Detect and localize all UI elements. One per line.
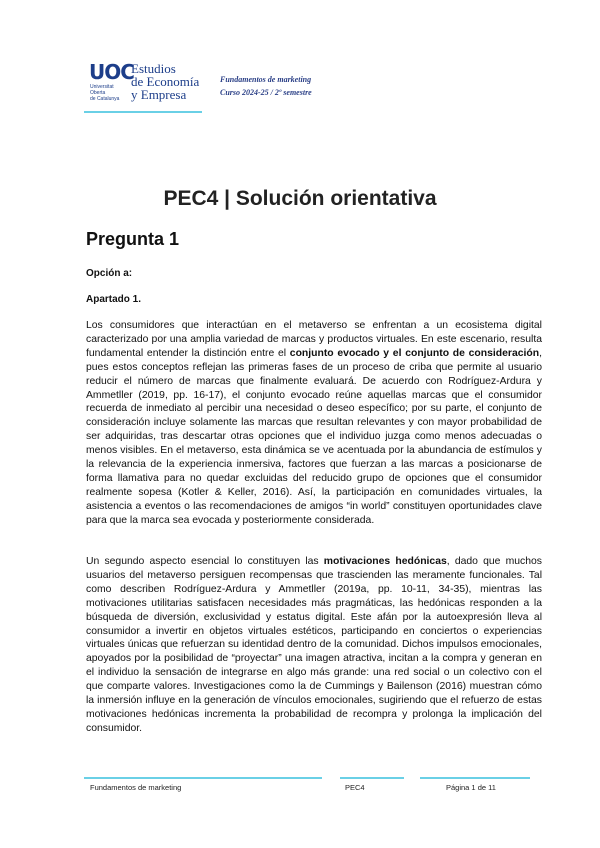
course-term: Curso 2024-25 / 2º semestre [220, 88, 312, 97]
footer-divider [84, 777, 322, 779]
paragraph-1: Los consumidores que interactúan en el metaverso se enfrentan a un ecosistema digital caracterizado por una amplia variedad de marcas y productos virtuales. En este escenario, resulta fundamental entender la distinción entre el conjunto evocado y el conjunto de consideración, pues estos conceptos reflejan las primeras fases de un proceso de criba que permite al usuario reducir el número de marcas que finalmente evaluará. De acuerdo con Rodríguez-Ardura y Ammetller (2019, pp. 16-17), el conjunto evocado reúne aquellas marcas que el consumidor recuerda de inmediato al percibir una necesidad o deseo específico; por su parte, el conjunto de consideración incluye solamente las marcas que resultan relevantes y con mayor probabilidad de ser adquiridas, tras descartar otras opciones que el individuo juzga como menos adecuadas o menos visibles. En el metaverso, esta dinámica se ve acentuada por la abundancia de estímulos y la relevancia de la experiencia inmersiva, factores que fuerzan a las marcas a posicionarse de forma llamativa para no quedar excluidas del reducido grupo de opciones que el consumidor realmente sopesa (Kotler & Keller, 2016). Así, la participación en comunidades virtuales, la asistencia a eventos o las recomendaciones de amigos “in world” constituyen oportunidades clave para que la marca sea evocada y posteriormente considerada. [86, 320, 542, 526]
bold-term: motivaciones hedónicas [323, 556, 447, 567]
footer-course: Fundamentos de marketing [90, 783, 182, 792]
document-title: PEC4 | Solución orientativa [163, 187, 437, 210]
paragraph-2: Un segundo aspecto esencial lo constituyen las motivaciones hedónicas, dado que muchos usuarios del metaverso persiguen recompensas que trascienden las meramente funcionales. Tal como describen Rodríguez-Ardura y Ammetller (2019a, pp. 10-11, 34-35), mientras las motivaciones utilitarias satisfacen necesidades más pragmáticas, las hedónicas responden a la búsqueda de diversión, exclusividad y estatus digital. Este afán por la autoexpresión lleva al consumidor a invertir en objetos virtuales estéticos, participando en conciertos o experiencias virtuales únicas que refuerzan su identidad dentro de la comunidad. Dichos impulsos emocionales, apoyados por la posibilidad de “proyectar” una imagen atractiva, incitan a la compra y generan en el individuo la sensación de integrarse en algo más grande: una red social o un colectivo con el que comparte valores. Investigaciones como la de Cummings y Bailenson (2016) muestran cómo la inmersión influye en la generación de vínculos emocionales, sugiriendo que el refuerzo de estas motivaciones hedónicas incrementa la probabilidad de recompra y prolonga la implicación del consumidor. [86, 556, 542, 734]
section-label: Apartado 1. [86, 294, 142, 305]
footer-divider [420, 777, 530, 779]
logo-uoc-mark: UOC [89, 60, 134, 84]
course-info [220, 73, 312, 99]
footer-page-number: Página 1 de 11 [446, 783, 496, 792]
course-name: Fundamentos de marketing [220, 75, 312, 84]
logo-university-name: Universitat Oberta de Catalunya [90, 84, 120, 102]
option-label: Opción a: [86, 268, 133, 279]
logo-studies-name: Estudios de Economía y Empresa [131, 61, 200, 102]
bold-term: conjunto evocado y el conjunto de consideración [289, 347, 540, 359]
footer-divider [340, 777, 404, 779]
header-divider [84, 111, 202, 113]
question-heading: Pregunta 1 [86, 229, 180, 249]
uoc-logo [89, 60, 209, 106]
footer-doc: PEC4 [345, 783, 365, 792]
